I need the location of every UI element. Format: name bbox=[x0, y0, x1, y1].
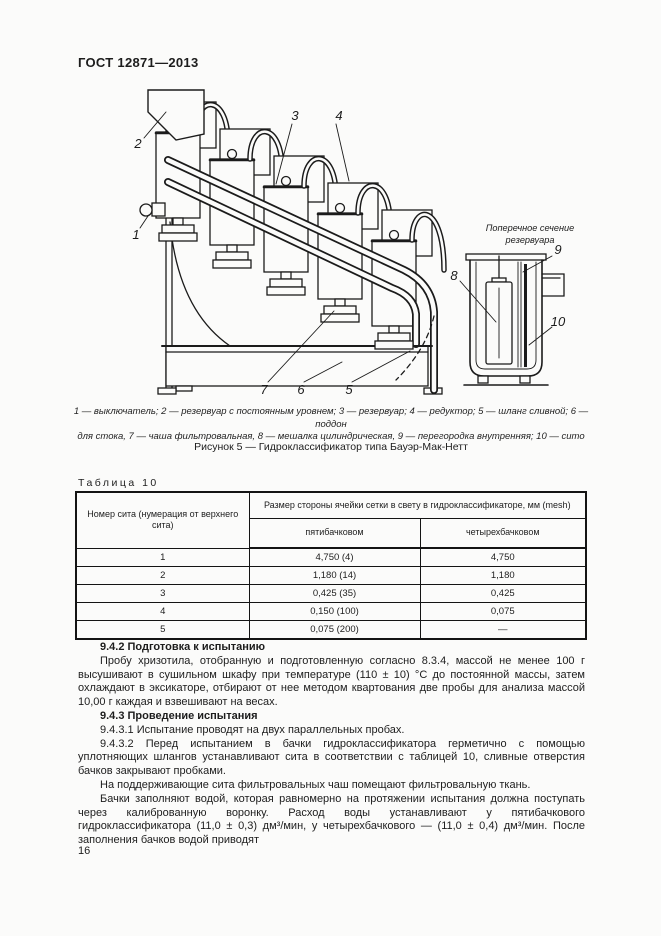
cell-sieve: 1 bbox=[76, 548, 249, 567]
inner-partition bbox=[518, 262, 521, 367]
callout-4: 4 bbox=[335, 108, 343, 123]
frame-foot-left bbox=[158, 388, 176, 394]
cell-five: 0,150 (100) bbox=[249, 603, 420, 621]
cell-sieve: 4 bbox=[76, 603, 249, 621]
table-row bbox=[76, 548, 586, 567]
callout-5: 5 bbox=[345, 382, 353, 397]
vessel-feet bbox=[464, 376, 548, 385]
cell-five: 0,425 (35) bbox=[249, 585, 420, 603]
cell-sieve: 5 bbox=[76, 621, 249, 640]
callout-7: 7 bbox=[260, 382, 268, 397]
col-header-four-tank: четырехбачковом bbox=[420, 518, 586, 548]
figure-caption-line2: для стока, 7 — чаша фильтровальная, 8 — мешалка цилиндрическая, 9 — перегородка внутренняя; 10 — сито bbox=[77, 431, 585, 442]
water-fill-paragraph: Бачки заполняют водой, которая равномерно на протяжении испытания должна поступать через калиброванную воронку. Расход воды устанавливают у пятибачкового гидроклассификатора (11,0 ± 0,3) дм³/мин, у четырехбачкового — (11,0 ± 0,4) дм³/мин. После заполнения бачков водой приводят bbox=[78, 792, 585, 847]
cylindrical-mixer bbox=[486, 256, 512, 364]
tray-drain bbox=[176, 386, 192, 391]
figure-5-drawing bbox=[102, 80, 622, 410]
callout-3: 3 bbox=[291, 108, 299, 123]
cross-section-title-line1: Поперечное сечение bbox=[485, 223, 575, 233]
callout-2: 2 bbox=[134, 136, 142, 151]
section-9432-paragraph: 9.4.3.2 Перед испытанием в бачки гидроклассификатора герметично с помощью уплотняющих шлангов устанавливают сита в соответствии с таблицей 10, сливные отверстия бачков закрывают пробками. bbox=[78, 737, 585, 778]
cell-five: 1,180 (14) bbox=[249, 567, 420, 585]
cell-five: 0,075 (200) bbox=[249, 621, 420, 640]
figure-caption-line1: 1 — выключатель; 2 — резервуар с постоянным уровнем; 3 — резервуар; 4 — редуктор; 5 — шланг сливной; 6 — поддон bbox=[73, 406, 589, 430]
figure-caption bbox=[70, 406, 592, 444]
callout-8: 8 bbox=[450, 268, 458, 283]
body-text bbox=[78, 641, 585, 848]
cell-four: 1,180 bbox=[420, 567, 586, 585]
cell-four: 0,425 bbox=[420, 585, 586, 603]
callout-9: 9 bbox=[554, 242, 562, 257]
filter-cloth-paragraph: На поддерживающие сита фильтровальных чаш помещают фильтровальную ткань. bbox=[100, 778, 531, 791]
figure-title: Рисунок 5 — Гидроклассификатор типа Бауэр-Мак-Нетт bbox=[194, 441, 468, 453]
table-row bbox=[76, 621, 586, 640]
switch bbox=[140, 203, 165, 216]
reservoir-cross-section bbox=[460, 254, 564, 385]
standard-number: ГОСТ 12871—2013 bbox=[78, 55, 199, 70]
table-row bbox=[76, 585, 586, 603]
cross-section-title-line2: резервуара bbox=[505, 235, 555, 245]
section-942-paragraph: Пробу хризотила, отобранную и подготовленную согласно 8.3.4, массой не менее 100 г высушивают в сушильном шкафу при температуре (110 ± 10) °С до постоянной массы, затем охлаждают в эксикаторе, отбирают от нее методом квартования две пробы для анализа массой 10,00 г каждая и взвешивают на весах. bbox=[78, 654, 585, 709]
callout-1: 1 bbox=[132, 227, 140, 242]
vessel-lid bbox=[466, 254, 546, 260]
cell-four: 0,075 bbox=[420, 603, 586, 621]
cell-five: 4,750 (4) bbox=[249, 548, 420, 567]
section-9431-paragraph: 9.4.3.1 Испытание проводят на двух параллельных пробах. bbox=[100, 723, 405, 736]
callout-10: 10 bbox=[550, 314, 566, 329]
section-942-heading: 9.4.2 Подготовка к испытанию bbox=[100, 641, 266, 653]
cell-four: — bbox=[420, 621, 586, 640]
sieve bbox=[524, 264, 527, 367]
cell-sieve: 2 bbox=[76, 567, 249, 585]
col-header-sieve-number: Номер сита (нумерация от верхнего сита) bbox=[76, 492, 249, 548]
table-row bbox=[76, 603, 586, 621]
hydroclassifier-main-view bbox=[140, 90, 444, 394]
section-943-heading: 9.4.3 Проведение испытания bbox=[100, 709, 258, 722]
col-header-mesh-size: Размер стороны ячейки сетки в свету в гидроклассификаторе, мм (mesh) bbox=[249, 492, 586, 518]
table-label: Таблица 10 bbox=[78, 477, 159, 489]
table-10 bbox=[75, 491, 587, 640]
page-number: 16 bbox=[78, 845, 91, 857]
col-header-five-tank: пятибачковом bbox=[249, 518, 420, 548]
outlet-spout bbox=[542, 274, 564, 296]
cell-sieve: 3 bbox=[76, 585, 249, 603]
cell-four: 4,750 bbox=[420, 548, 586, 567]
callout-6: 6 bbox=[297, 382, 305, 397]
table-row bbox=[76, 567, 586, 585]
